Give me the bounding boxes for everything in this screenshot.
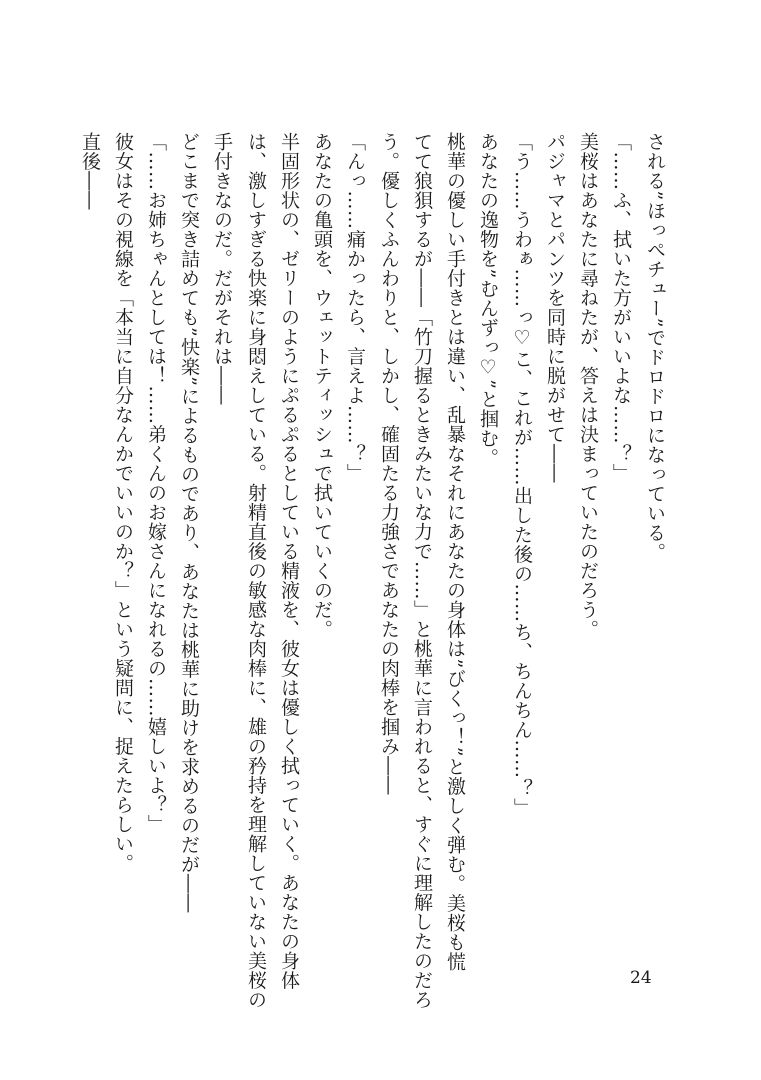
text-line: てて狼狽するが――「竹刀握るときみたいな力で……」と桃華に言われると、すぐに理解したのだろ (411, 132, 433, 1010)
page-number: 24 (630, 968, 652, 988)
text-line: どこまで突き詰めても”快楽”によるものであり、あなたは桃華に助けを求めるのだが―― (178, 132, 200, 913)
text-line: 「……お姉ちゃんとしては！……弟くんのお嫁さんになれるの……嬉しいよ？」 (145, 132, 167, 834)
text-line: 直後―― (79, 132, 101, 210)
text-line: パジャマとパンツを同時に脱がせて―― (544, 132, 566, 483)
text-line: あなたの逸物を”むんずっ♡”と掴む。 (477, 132, 499, 468)
text-line: う。優しくふんわりと、しかし、確固たる力強さであなたの肉棒を掴み―― (378, 132, 400, 795)
text-line: 桃華の優しい手付きとは違い、乱暴なそれにあなたの身体は”びくっ！”と激しく弾む。美桜も慌 (444, 132, 466, 972)
text-line: は、激しすぎる快楽に身悶えしている。射精直後の敏感な肉棒に、雄の矜持を理解していない美桜の (245, 132, 267, 1010)
text-line: 半固形状の、ゼリーのようにぷるぷるとしている精液を、彼女は優しく拭っていく。あなたの身体 (278, 132, 300, 990)
text-line: 「んっ……痛かったら、言えよ……？」 (344, 132, 366, 483)
text-line: 彼女はその視線を「本当に自分なんかでいいのか？」という疑問に、捉えたらしい。 (112, 132, 134, 873)
text-line: 「……ふ、拭いた方がいいよな……？」 (610, 132, 632, 483)
text-line: される”ほっぺチュー”でドロドロになっている。 (644, 132, 666, 562)
text-line: 「う……うわぁ……っ♡こ、これが……出した後の……ち、ちんちん……？」 (511, 132, 533, 818)
text-line: 手付きなのだ。だがそれは―― (211, 132, 233, 405)
text-line: あなたの亀頭を、ウェットティッシュで拭いていくのだ。 (311, 132, 333, 639)
text-line: 美桜はあなたに尋ねたが、答えは決まっていたのだろう。 (577, 132, 599, 639)
